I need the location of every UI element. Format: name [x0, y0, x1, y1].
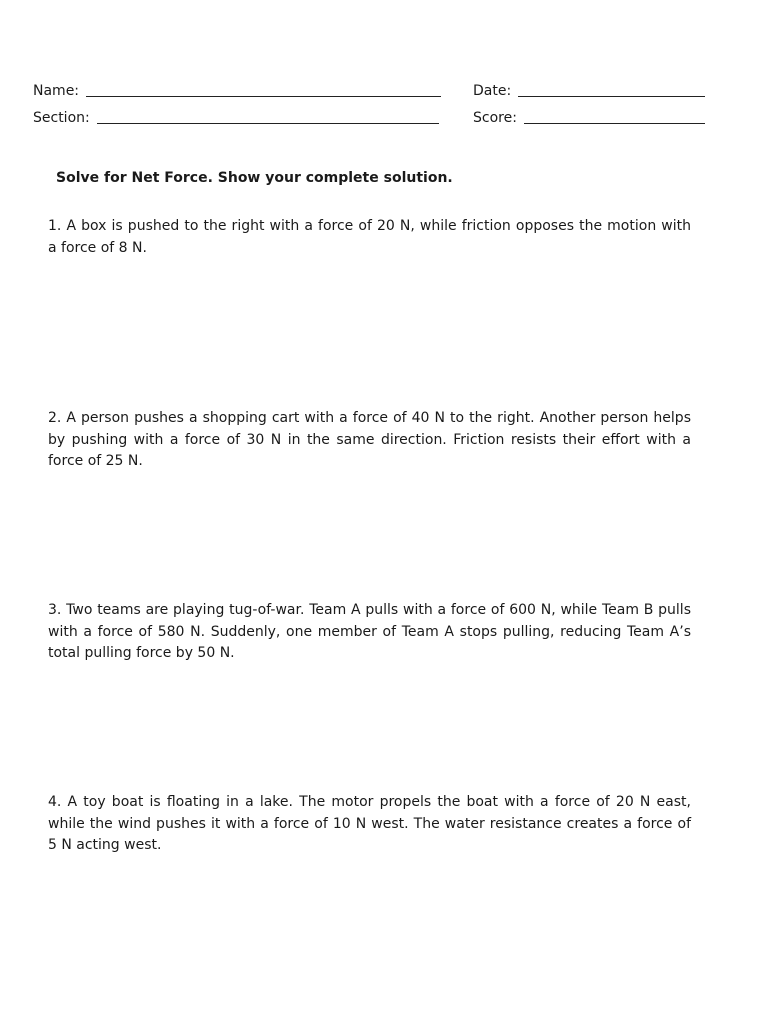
- date-field: [473, 80, 705, 99]
- instructions-heading: Solve for Net Force. Show your complete solution.: [56, 170, 453, 186]
- problem-1: 1. A box is pushed to the right with a force of 20 N, while friction opposes the motion with a force of 8 N.: [48, 218, 691, 256]
- problem-3: 3. Two teams are playing tug-of-war. Team A pulls with a force of 600 N, while Team B pulls with a force of 580 N. Suddenly, one member of Team A stops pulling, reducing Team A’s total pulling force by 50 N.: [48, 602, 691, 661]
- section-blank-line[interactable]: [97, 109, 439, 124]
- score-blank-line[interactable]: [524, 109, 705, 124]
- date-blank-line[interactable]: [518, 82, 705, 97]
- name-field: [33, 80, 441, 99]
- section-label: Section:: [33, 110, 90, 126]
- score-label: Score:: [473, 110, 517, 126]
- problem-4: 4. A toy boat is floating in a lake. The motor propels the boat with a force of 20 N east, while the wind pushes it with a force of 10 N west. The water resistance creates a force of 5 N acting west.: [48, 794, 691, 853]
- score-field: [473, 107, 705, 126]
- name-blank-line[interactable]: [86, 82, 441, 97]
- section-field: [33, 107, 439, 126]
- name-label: Name:: [33, 83, 80, 99]
- problem-2: 2. A person pushes a shopping cart with a force of 40 N to the right. Another person helps by pushing with a force of 30 N in the same direction. Friction resists their effort with a force of 25 N.: [48, 410, 691, 469]
- date-label: Date:: [473, 83, 512, 99]
